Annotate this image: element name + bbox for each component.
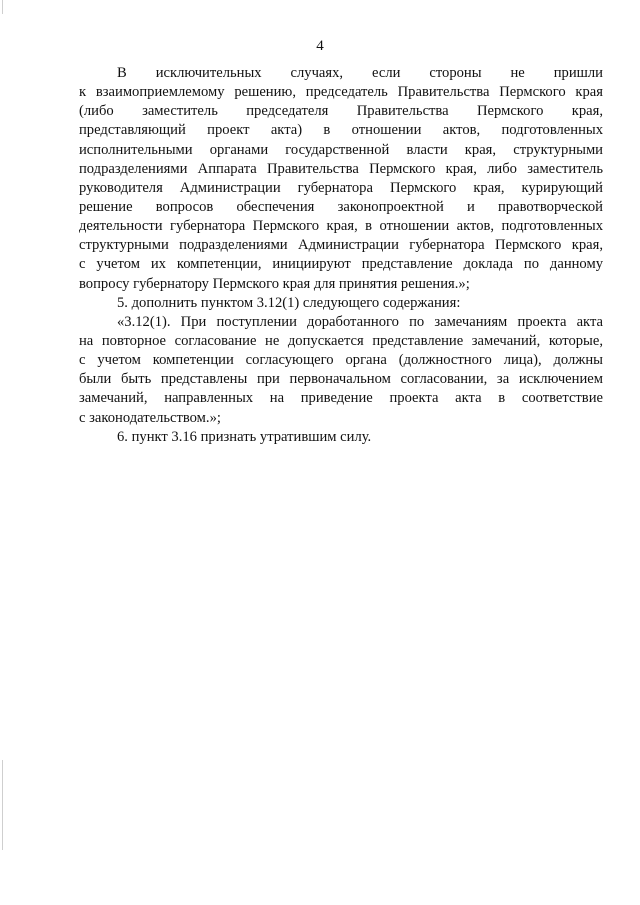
text-line: 6. пункт 3.16 признать утратившим силу. <box>117 428 372 445</box>
text-line: В исключительных случаях, если стороны не пришли <box>117 65 603 81</box>
text-line: подразделениями Аппарата Правительства Пермского края, либо заместитель <box>79 160 603 177</box>
scan-edge-mark <box>2 760 3 850</box>
text-line: с законодательством.»; <box>79 409 221 426</box>
text-line: решение вопросов обеспечения законопроектной и правотворческой <box>79 198 603 215</box>
text-line: 5. дополнить пунктом 3.12(1) следующего содержания: <box>117 294 461 311</box>
text-line: исполнительными органами государственной власти края, структурными <box>79 141 603 158</box>
text-line: деятельности губернатора Пермского края, в отношении актов, подготовленных <box>79 218 603 235</box>
text-line: на повторное согласование не допускается представление замечаний, которые, <box>79 332 603 349</box>
text-line: представляющий проект акта) в отношении актов, подготовленных <box>79 122 603 139</box>
text-line: с учетом их компетенции, инициируют представление доклада по данному <box>79 256 603 273</box>
text-line: были быть представлены при первоначальном согласовании, за исключением <box>79 371 603 388</box>
text-line: «3.12(1). При поступлении доработанного по замечаниям проекта акта <box>117 313 603 330</box>
page-number: 4 <box>316 38 324 54</box>
text-line: (либо заместитель председателя Правительства Пермского края, <box>79 103 603 120</box>
text-line: замечаний, направленных на приведение проекта акта в соответствие <box>79 390 603 407</box>
body-text <box>79 64 603 447</box>
text-line: руководителя Администрации губернатора Пермского края, курирующий <box>79 179 603 196</box>
text-line: к взаимоприемлемому решению, председатель Правительства Пермского края <box>79 84 603 101</box>
text-line: вопросу губернатору Пермского края для принятия решения.»; <box>79 275 470 292</box>
text-line: с учетом компетенции согласующего органа (должностного лица), должны <box>79 352 603 369</box>
scan-edge-mark <box>2 0 3 14</box>
text-line: структурными подразделениями Администрации губернатора Пермского края, <box>79 237 603 254</box>
